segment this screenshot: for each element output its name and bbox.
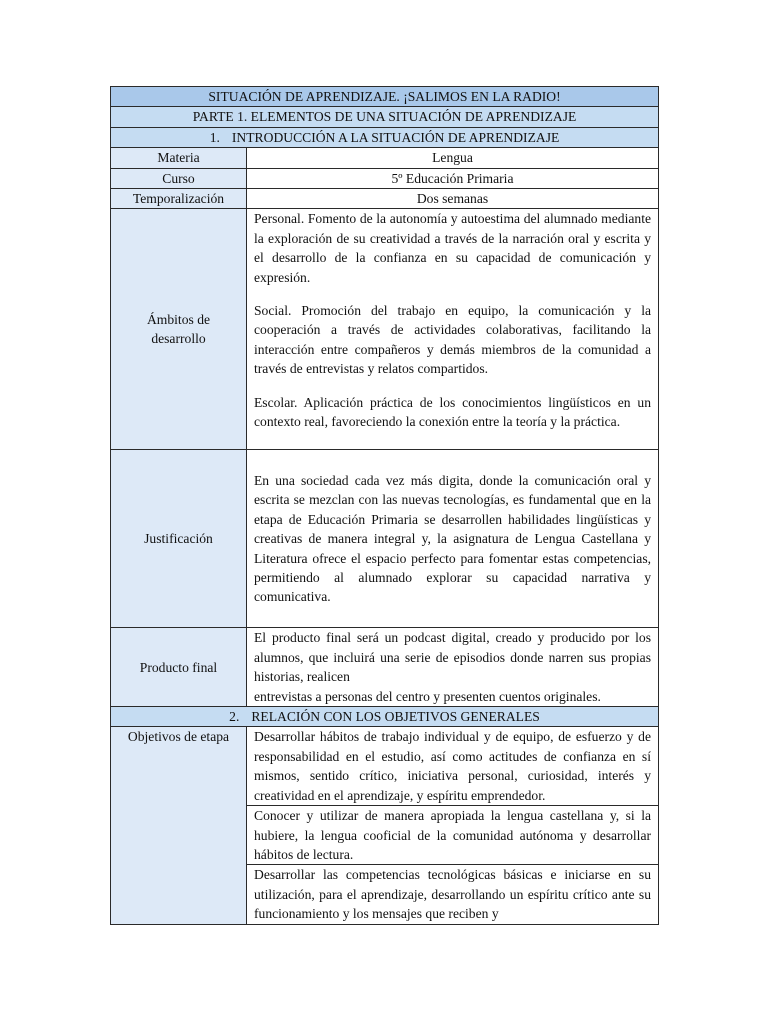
- title-row: [111, 87, 659, 107]
- justificacion-text: En una sociedad cada vez más digita, donde la comunicación oral y escrita se mezclan con las nuevas tecnologías, es fundamental que en la etapa de Educación Primaria se desarrollen habilidades lingüísticas y creativas de manera integral y, la asignatura de Lengua Castellana y Literatura ofrece el espacio perfecto para fomentar estas competencias, permitiendo al alumnado explorar su capacidad narrativa y comunicativa.: [247, 450, 659, 628]
- producto-label: Producto final: [111, 628, 247, 707]
- temporalizacion-value: Dos semanas: [247, 189, 659, 209]
- learning-situation-table: [110, 86, 659, 925]
- objetivo-row: [111, 727, 659, 806]
- section2-row: [111, 707, 659, 727]
- ambito-social: Social. Promoción del trabajo en equipo, la comunicación y la cooperación a través de actividades colaborativas, facilitando la interacción entre compañeros y demás miembros de la comunidad a través de entrevistas y relatos compartidos.: [254, 303, 652, 377]
- section1-row: [111, 127, 659, 147]
- ambitos-row: [111, 209, 659, 450]
- objetivos-label: Objetivos de etapa: [111, 727, 247, 924]
- part1-heading: PARTE 1. ELEMENTOS DE UNA SITUACIÓN DE APRENDIZAJE: [111, 107, 659, 127]
- part1-row: [111, 107, 659, 127]
- producto-row: [111, 628, 659, 707]
- producto-content: [247, 628, 659, 707]
- ambito-personal: Personal. Fomento de la autonomía y autoestima del alumnado mediante la exploración de su creatividad a través de la narración oral y escrita y el desarrollo de la confianza en su capacidad de comunicación y expresión.: [254, 211, 652, 285]
- producto-text-line2: entrevistas a personas del centro y presenten cuentos originales.: [254, 688, 601, 704]
- curso-label: Curso: [111, 168, 247, 188]
- ambitos-content: [247, 209, 659, 450]
- section1-heading: [111, 127, 659, 147]
- section1-number: 1.: [209, 129, 220, 145]
- materia-value: Lengua: [247, 148, 659, 168]
- ambito-escolar: Escolar. Aplicación práctica de los conocimientos lingüísticos en un contexto real, favoreciendo la conexión entre la teoría y la práctica.: [254, 394, 652, 430]
- materia-label: Materia: [111, 148, 247, 168]
- temporalizacion-label: Temporalización: [111, 189, 247, 209]
- section2-number: 2.: [229, 709, 240, 725]
- temporalizacion-row: [111, 189, 659, 209]
- curso-row: [111, 168, 659, 188]
- justificacion-row: [111, 450, 659, 628]
- objetivo-item: Desarrollar hábitos de trabajo individual y de equipo, de esfuerzo y de responsabilidad en el estudio, así como actitudes de confianza en sí mismos, sentido crítico, iniciativa personal, curiosidad, interés y creatividad en el aprendizaje, y espíritu emprendedor.: [247, 727, 659, 806]
- materia-row: [111, 148, 659, 168]
- ambitos-label: Ámbitos de desarrollo: [111, 209, 247, 450]
- section1-title: INTRODUCCIÓN A LA SITUACIÓN DE APRENDIZAJE: [231, 129, 560, 145]
- producto-text-line1: El producto final será un podcast digital, creado y producido por los alumnos, que incluirá una serie de episodios donde narren sus propias historias, realicen: [254, 630, 652, 685]
- objetivo-item: Desarrollar las competencias tecnológicas básicas e iniciarse en su utilización, para el aprendizaje, desarrollando un espíritu crítico ante su funcionamiento y los mensajes que reciben y: [247, 865, 659, 924]
- curso-value: 5º Educación Primaria: [247, 168, 659, 188]
- justificacion-label: Justificación: [111, 450, 247, 628]
- section2-heading: [111, 707, 659, 727]
- section2-title: RELACIÓN CON LOS OBJETIVOS GENERALES: [251, 709, 540, 725]
- document-title: SITUACIÓN DE APRENDIZAJE. ¡SALIMOS EN LA RADIO!: [111, 87, 659, 107]
- objetivo-item: Conocer y utilizar de manera apropiada la lengua castellana y, si la hubiere, la lengua cooficial de la comunidad autónoma y desarrollar hábitos de lectura.: [247, 806, 659, 865]
